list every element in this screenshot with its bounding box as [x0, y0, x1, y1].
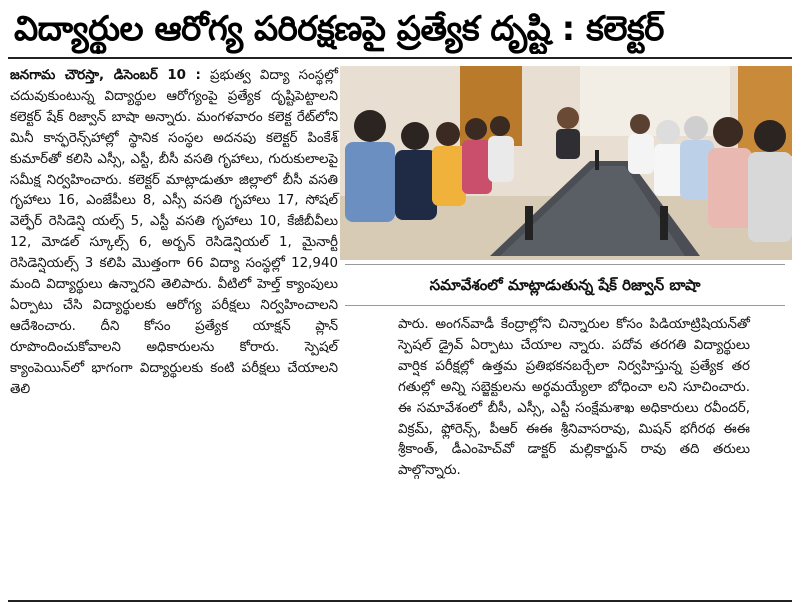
article-column-left: [10, 66, 338, 401]
photo-caption: సమావేశంలో మాట్లాడుతున్న షేక్ రిజ్వాన్ బాషా: [345, 264, 785, 306]
dateline: జనగామ చౌరస్తా, డిసెంబర్ 10 :: [10, 68, 201, 83]
article-column-right: [398, 315, 750, 482]
body-left-text: ప్రభుత్వ విద్యా సంస్థల్లో చదువుకుంటున్న విద్యార్థుల ఆరోగ్యంపై ప్రత్యేక దృష్టిపెట్టాలని కలెక్టర్ షేక్ రిజ్వాన్ బాషా అన్నారు. మంగళవారం కలెక్ట రేట్‌లోని మినీ కాన్ఫరెన్స్‌హాల్లో స్థానిక సంస్థల అదనపు కలెక్టర్ పింకేశ్ కుమార్‌తో కలిసి ఎస్సీ, ఎస్టీ, బీసీ వసతి గృహాలు, గురుకులాలపై సమీక్ష నిర్వహించారు. కలెక్టర్ మాట్లాడుతూ జిల్లాలో బీసీ వసతి గృహాలు 16, ఎంజేపీలు 8, ఎస్సీ వసతి గృహాలు 17, సోషల్ వెల్ఫేర్ రెసిడెన్షి యల్స్ 5, ఎస్టీ వసతి గృహాలు 10, కేజీబీవీలు 12, మోడల్ స్కూల్స్ 6, అర్బన్ రెసిడెన్షియల్ 1, మైనార్టీ రెసిడెన్షియల్స్ 3 కలిపి మొత్తంగా 66 విద్యా సంస్థల్లో 12,940 మంది విద్యార్థులు ఉన్నారని తెలిపారు. వీటిలో హెల్త్ క్యాంపులు ఏర్పాటు చేసి విద్యార్థులకు ఆరోగ్య పరీక్షలు నిర్వహించాలని ఆదేశించారు. దీని కోసం ప్రత్యేక యాక్షన్ ప్లాన్ రూపొందించుకోవాలని అధికారులను కోరారు. స్పెషల్ క్యాంపెయిన్‌లో భాగంగా విద్యార్థులకు కంటి పరీక్షలు చేయాలని తెలి: [10, 68, 338, 397]
headline-rule: [8, 57, 792, 59]
article-body-left: [10, 66, 338, 401]
news-photo: [340, 66, 792, 260]
article-body-right: పారు. అంగన్‌వాడీ కేంద్రాల్లోని చిన్నారుల కోసం పిడియాట్రిషియన్‌తో స్పెషల్ డ్రైవ్ ఏర్పాటు చేయాల న్నారు. పదోవ తరగతి విద్యార్థులు వార్షిక పరీక్షల్లో ఉత్తమ ప్రతిభకనబర్చేలా నిర్వహిస్తున్న ప్రత్యేక తర గతుల్లో అన్ని సబ్జెక్టులను అర్థమయ్యేలా బోధించా లని సూచించారు. ఈ సమావేశంలో బీసీ, ఎస్సీ, ఎస్టీ సంక్షేమశాఖ అధికారులు రవీందర్, విక్రమ్, ఫ్లోరెన్స్, పీఆర్ ఈఈ శ్రీనివాసరావు, మిషన్ భగీరథ ఈఈ శ్రీకాంత్, డీఎంహెచ్‌వో డాక్టర్ మల్లికార్జున్ రావు తది తరులు పాల్గొన్నారు.: [398, 317, 750, 479]
headline: విద్యార్థుల ఆరోగ్య పరిరక్షణపై ప్రత్యేక దృష్టి : కలెక్టర్: [14, 9, 664, 49]
bottom-rule: [8, 600, 792, 602]
